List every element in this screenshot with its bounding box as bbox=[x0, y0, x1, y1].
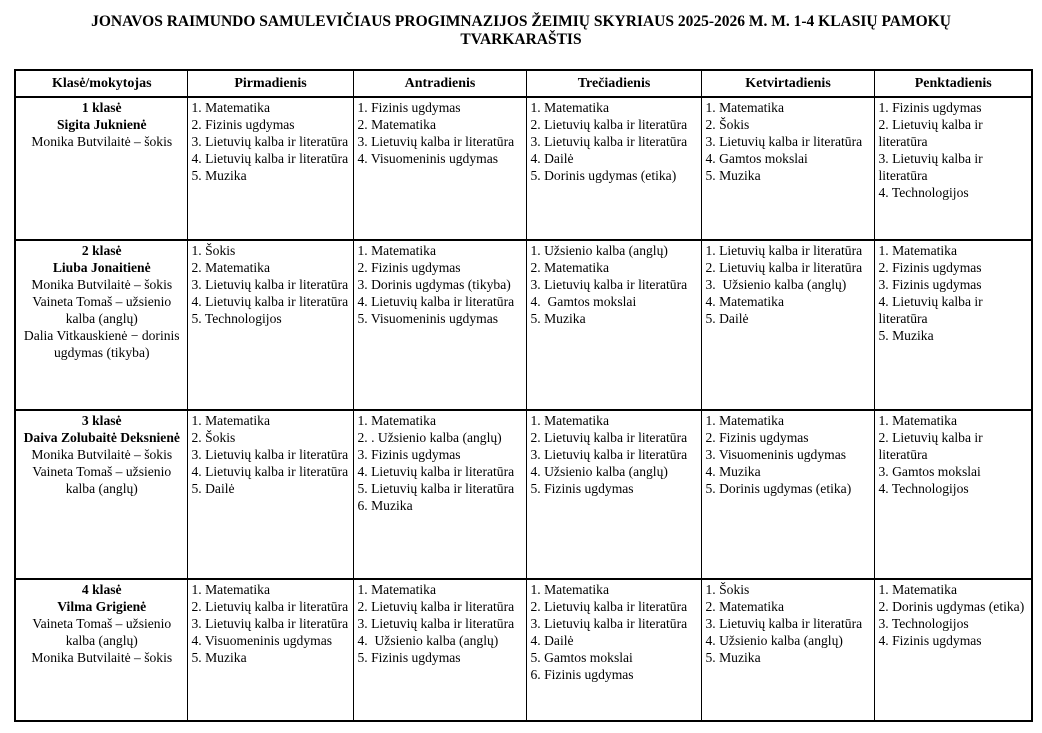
lesson-item: 4. Lietuvių kalba ir literatūra bbox=[191, 464, 349, 479]
lesson-item: 2. Šokis bbox=[705, 117, 750, 132]
lesson-item: 4. Dailė bbox=[530, 633, 574, 648]
lesson-item: 5. Visuomeninis ugdymas bbox=[357, 311, 499, 326]
lesson-item: 3. Fizinis ugdymas bbox=[357, 447, 461, 462]
lesson-item: 4. Lietuvių kalba ir literatūra bbox=[357, 294, 515, 309]
lesson-item: 4. Lietuvių kalba ir literatūra bbox=[878, 294, 987, 326]
lesson-item: 1. Užsienio kalba (anglų) bbox=[530, 243, 668, 258]
day-cell bbox=[874, 410, 1032, 579]
lesson-item: 3. Lietuvių kalba ir literatūra bbox=[530, 616, 688, 631]
lesson-item: 3. Lietuvių kalba ir literatūra bbox=[530, 447, 688, 462]
lesson-item: 3. Lietuvių kalba ir literatūra bbox=[530, 134, 688, 149]
lesson-item: 5. Muzika bbox=[705, 168, 761, 183]
day-cell bbox=[874, 579, 1032, 721]
teacher-name: Vaineta Tomaš – užsienio kalba (anglų) bbox=[32, 294, 175, 326]
lesson-item: 3. Lietuvių kalba ir literatūra bbox=[191, 616, 349, 631]
column-header: Ketvirtadienis bbox=[701, 70, 874, 97]
lesson-item: 3. Lietuvių kalba ir literatūra bbox=[705, 616, 863, 631]
lesson-item: 4. Užsienio kalba (anglų) bbox=[530, 464, 668, 479]
lesson-item: 2. Lietuvių kalba ir literatūra bbox=[191, 599, 349, 614]
lesson-item: 4. Gamtos mokslai bbox=[705, 151, 808, 166]
lesson-item: 5. Muzika bbox=[191, 168, 247, 183]
column-header: Antradienis bbox=[353, 70, 526, 97]
lesson-item: 3. Lietuvių kalba ir literatūra bbox=[191, 134, 349, 149]
lesson-item: 5. Fizinis ugdymas bbox=[357, 650, 461, 665]
lesson-item: 3. Lietuvių kalba ir literatūra bbox=[357, 134, 515, 149]
timetable-header bbox=[15, 70, 1032, 97]
lesson-item: 4. Matematika bbox=[705, 294, 785, 309]
lesson-item: 3. Lietuvių kalba ir literatūra bbox=[191, 277, 349, 292]
lesson-item: 4. Visuomeninis ugdymas bbox=[357, 151, 499, 166]
lesson-item: 5. Muzika bbox=[878, 328, 934, 343]
lesson-item: 1. Matematika bbox=[191, 413, 271, 428]
lesson-item: 1. Matematika bbox=[705, 100, 785, 115]
lesson-item: 5. Lietuvių kalba ir literatūra bbox=[357, 481, 515, 496]
column-header: Trečiadienis bbox=[526, 70, 701, 97]
column-header: Klasė/mokytojas bbox=[15, 70, 187, 97]
teacher-name: Vaineta Tomaš – užsienio kalba (anglų) bbox=[32, 464, 175, 496]
lesson-item: 2. Lietuvių kalba ir literatūra bbox=[705, 260, 863, 275]
teacher-name: Monika Butvilaitė – šokis bbox=[31, 447, 173, 462]
lesson-item: 3. Lietuvių kalba ir literatūra bbox=[530, 277, 688, 292]
day-cell bbox=[187, 579, 353, 721]
lesson-item: 2. . Užsienio kalba (anglų) bbox=[357, 430, 502, 445]
lesson-item: 1. Fizinis ugdymas bbox=[357, 100, 461, 115]
table-row bbox=[15, 240, 1032, 410]
lesson-item: 4. Užsienio kalba (anglų) bbox=[705, 633, 843, 648]
lesson-item: 1. Šokis bbox=[705, 582, 750, 597]
lesson-item: 5. Dailė bbox=[191, 481, 235, 496]
main-teacher-name: Vilma Grigienė bbox=[57, 599, 147, 614]
day-cell bbox=[187, 410, 353, 579]
lesson-item: 2. Dorinis ugdymas (etika) bbox=[878, 599, 1025, 614]
lesson-item: 1. Matematika bbox=[878, 243, 958, 258]
teacher-name: Monika Butvilaitė – šokis bbox=[31, 277, 173, 292]
lesson-item: 2. Matematika bbox=[357, 117, 437, 132]
day-cell bbox=[874, 97, 1032, 240]
lesson-item: 4. Lietuvių kalba ir literatūra bbox=[191, 151, 349, 166]
day-cell bbox=[701, 97, 874, 240]
lesson-item: 3. Visuomeninis ugdymas bbox=[705, 447, 847, 462]
lesson-item: 2. Lietuvių kalba ir literatūra bbox=[530, 117, 688, 132]
class-cell bbox=[15, 97, 187, 240]
teacher-name: Vaineta Tomaš – užsienio kalba (anglų) bbox=[32, 616, 175, 648]
lesson-item: 4. Technologijos bbox=[878, 185, 969, 200]
day-cell bbox=[526, 240, 701, 410]
lesson-item: 4. Muzika bbox=[705, 464, 761, 479]
lesson-item: 3. Lietuvių kalba ir literatūra bbox=[878, 151, 987, 183]
lesson-item: 2. Šokis bbox=[191, 430, 236, 445]
lesson-item: 1. Matematika bbox=[705, 413, 785, 428]
page-title: JONAVOS RAIMUNDO SAMULEVIČIAUS PROGIMNAZIJOS ŽEIMIŲ SKYRIAUS 2025-2026 M. M. 1-4 KLASIŲ PAMOKŲ TVARKARAŠTIS bbox=[91, 13, 951, 48]
lesson-item: 3. Fizinis ugdymas bbox=[878, 277, 982, 292]
teacher-name: Monika Butvilaitė – šokis bbox=[31, 650, 173, 665]
lesson-item: 3. Technologijos bbox=[878, 616, 969, 631]
lesson-item: 2. Fizinis ugdymas bbox=[705, 430, 809, 445]
day-cell bbox=[701, 579, 874, 721]
lesson-item: 1. Matematika bbox=[530, 413, 610, 428]
lesson-item: 4. Gamtos mokslai bbox=[530, 294, 637, 309]
lesson-item: 2. Matematika bbox=[705, 599, 785, 614]
lesson-item: 5. Muzika bbox=[191, 650, 247, 665]
lesson-item: 5. Gamtos mokslai bbox=[530, 650, 633, 665]
lesson-item: 4. Fizinis ugdymas bbox=[878, 633, 982, 648]
lesson-item: 1. Matematika bbox=[357, 243, 437, 258]
lesson-item: 5. Muzika bbox=[705, 650, 761, 665]
table-row bbox=[15, 410, 1032, 579]
day-cell bbox=[353, 410, 526, 579]
class-name: 2 klasė bbox=[81, 243, 122, 258]
main-teacher-name: Daiva Zolubaitė Deksnienė bbox=[23, 430, 180, 445]
lesson-item: 1. Šokis bbox=[191, 243, 236, 258]
lesson-item: 1. Matematika bbox=[878, 413, 958, 428]
lesson-item: 2. Lietuvių kalba ir literatūra bbox=[357, 599, 515, 614]
lesson-item: 2. Fizinis ugdymas bbox=[878, 260, 982, 275]
lesson-item: 5. Muzika bbox=[530, 311, 586, 326]
lesson-item: 2. Fizinis ugdymas bbox=[191, 117, 295, 132]
day-cell bbox=[701, 240, 874, 410]
day-cell bbox=[874, 240, 1032, 410]
class-name: 1 klasė bbox=[81, 100, 122, 115]
teacher-name: Monika Butvilaitė – šokis bbox=[31, 134, 173, 149]
lesson-item: 3. Lietuvių kalba ir literatūra bbox=[357, 616, 515, 631]
lesson-item: 1. Matematika bbox=[530, 582, 610, 597]
column-header: Penktadienis bbox=[874, 70, 1032, 97]
lesson-item: 4. Dailė bbox=[530, 151, 574, 166]
lesson-item: 6. Fizinis ugdymas bbox=[530, 667, 634, 682]
day-cell bbox=[187, 97, 353, 240]
table-row bbox=[15, 579, 1032, 721]
lesson-item: 5. Dorinis ugdymas (etika) bbox=[705, 481, 852, 496]
lesson-item: 2. Lietuvių kalba ir literatūra bbox=[530, 430, 688, 445]
lesson-item: 1. Fizinis ugdymas bbox=[878, 100, 982, 115]
timetable bbox=[14, 69, 1033, 722]
lesson-item: 4. Technologijos bbox=[878, 481, 969, 496]
lesson-item: 3. Dorinis ugdymas (tikyba) bbox=[357, 277, 511, 292]
lesson-item: 4. Lietuvių kalba ir literatūra bbox=[191, 294, 349, 309]
lesson-item: 1. Matematika bbox=[191, 582, 271, 597]
lesson-item: 3. Lietuvių kalba ir literatūra bbox=[705, 134, 863, 149]
column-header: Pirmadienis bbox=[187, 70, 353, 97]
lesson-item: 5. Dailė bbox=[705, 311, 749, 326]
lesson-item: 2. Matematika bbox=[530, 260, 610, 275]
lesson-item: 2. Lietuvių kalba ir literatūra bbox=[878, 430, 987, 462]
lesson-item: 1. Matematika bbox=[357, 582, 437, 597]
lesson-item: 2. Lietuvių kalba ir literatūra bbox=[530, 599, 688, 614]
lesson-item: 5. Fizinis ugdymas bbox=[530, 481, 634, 496]
day-cell bbox=[526, 579, 701, 721]
lesson-item: 1. Lietuvių kalba ir literatūra bbox=[705, 243, 863, 258]
lesson-item: 4. Lietuvių kalba ir literatūra bbox=[357, 464, 515, 479]
header-row bbox=[15, 70, 1032, 97]
lesson-item: 2. Lietuvių kalba ir literatūra bbox=[878, 117, 987, 149]
lesson-item: 1. Matematika bbox=[191, 100, 271, 115]
class-cell bbox=[15, 410, 187, 579]
teacher-name: Dalia Vitkauskienė − dorinis ugdymas (tikyba) bbox=[23, 328, 184, 360]
day-cell bbox=[701, 410, 874, 579]
lesson-item: 4. Visuomeninis ugdymas bbox=[191, 633, 333, 648]
day-cell bbox=[526, 97, 701, 240]
day-cell bbox=[187, 240, 353, 410]
day-cell bbox=[353, 579, 526, 721]
main-teacher-name: Sigita Juknienė bbox=[56, 117, 147, 132]
class-name: 4 klasė bbox=[81, 582, 122, 597]
lesson-item: 3. Užsienio kalba (anglų) bbox=[705, 277, 847, 292]
lesson-item: 1. Matematika bbox=[530, 100, 610, 115]
lesson-item: 6. Muzika bbox=[357, 498, 413, 513]
table-row bbox=[15, 97, 1032, 240]
class-name: 3 klasė bbox=[81, 413, 122, 428]
lesson-item: 5. Technologijos bbox=[191, 311, 282, 326]
day-cell bbox=[353, 97, 526, 240]
class-cell bbox=[15, 240, 187, 410]
lesson-item: 1. Matematika bbox=[878, 582, 958, 597]
lesson-item: 3. Lietuvių kalba ir literatūra bbox=[191, 447, 349, 462]
lesson-item: 2. Matematika bbox=[191, 260, 271, 275]
class-cell bbox=[15, 579, 187, 721]
day-cell bbox=[526, 410, 701, 579]
lesson-item: 4. Užsienio kalba (anglų) bbox=[357, 633, 499, 648]
lesson-item: 2. Fizinis ugdymas bbox=[357, 260, 461, 275]
lesson-item: 5. Dorinis ugdymas (etika) bbox=[530, 168, 677, 183]
lesson-item: 3. Gamtos mokslai bbox=[878, 464, 981, 479]
main-teacher-name: Liuba Jonaitienė bbox=[52, 260, 151, 275]
day-cell bbox=[353, 240, 526, 410]
lesson-item: 1. Matematika bbox=[357, 413, 437, 428]
timetable-body bbox=[15, 97, 1032, 721]
